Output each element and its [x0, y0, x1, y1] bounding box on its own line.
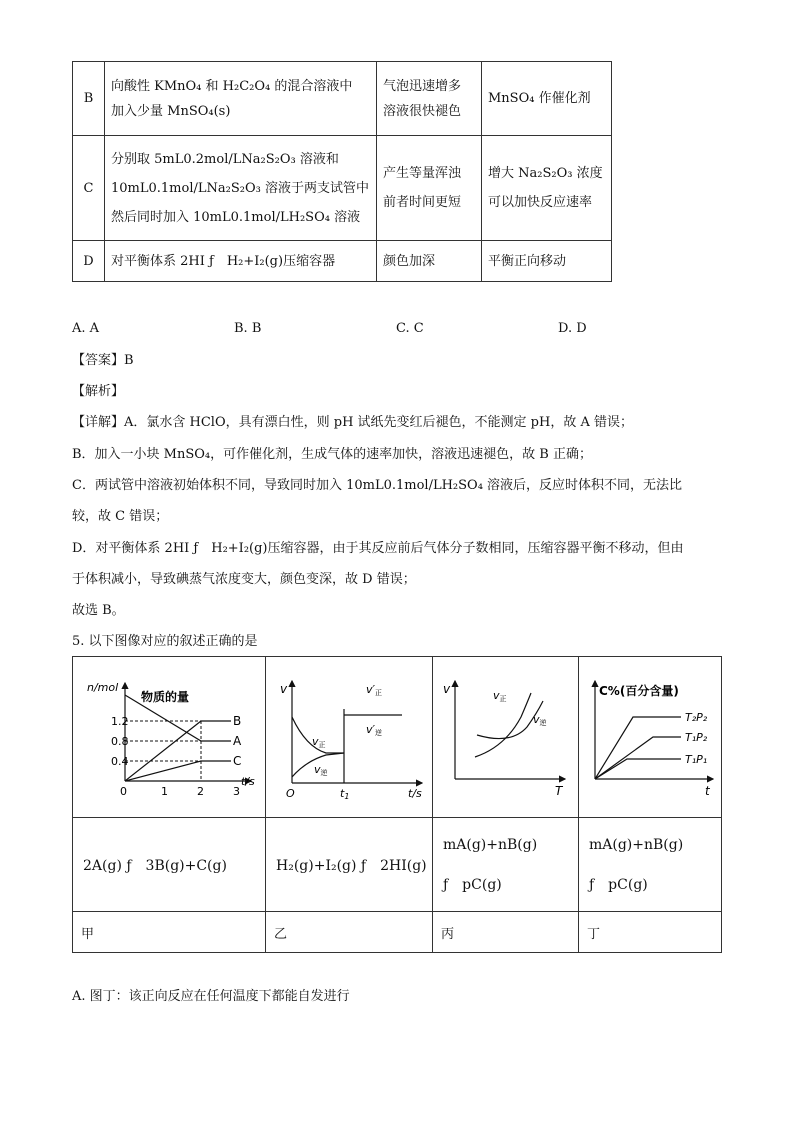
equation-line: ƒ pC(g)	[589, 876, 648, 893]
phenomenon-cell	[377, 136, 482, 241]
y-axis-label: n/mol	[87, 681, 119, 694]
conclusion-cell	[482, 62, 612, 136]
y-axis-label: v	[280, 682, 288, 696]
equation-cell	[266, 818, 433, 912]
row-label: D	[73, 241, 105, 282]
curve-label: T₂P₂	[685, 711, 708, 724]
conclusion-cell	[482, 136, 612, 241]
option-a: A. A	[72, 321, 100, 336]
tick-label: 2	[197, 785, 204, 798]
graph-cell-4	[579, 657, 722, 818]
curve-b	[125, 721, 231, 781]
conclusion-cell: 平衡正向移动	[482, 241, 612, 282]
cell-line: 向酸性 KMnO₄ 和 H₂C₂O₄ 的混合溶液中	[111, 78, 353, 94]
equation-cell	[73, 818, 266, 912]
forward-prime-label: v′正	[366, 683, 383, 697]
forward-rate-label: v正	[493, 689, 507, 703]
explanation-line: 于体积减小，导致碘蒸气浓度变大，颜色变深，故 D 错误；	[72, 572, 416, 587]
reverse-prime-label: v′逆	[366, 723, 383, 737]
option-c: C. C	[396, 321, 424, 336]
explanation-line: B．加入一小块 MnSO₄，可作催化剂，生成气体的速率加快，溶液迅速褪色，故 B 正确；	[72, 447, 592, 462]
graph-cell-3	[433, 657, 579, 818]
analysis-heading: 【解析】	[72, 384, 125, 399]
tick-label: 3	[233, 785, 240, 798]
graph-name: 丁	[579, 912, 722, 953]
cell-line: 溶液很快褪色	[383, 103, 462, 119]
graph-name: 甲	[73, 912, 266, 953]
forward-rate-label: v正	[312, 735, 326, 749]
x-axis-label: t	[705, 784, 710, 798]
graph-amount-vs-time	[73, 657, 265, 813]
option-a-text: A. 图丁：该正向反应在任何温度下都能自发进行	[72, 989, 350, 1004]
cell-line: 加入少量 MnSO₄(s)	[111, 103, 231, 119]
curve-label: C	[233, 754, 242, 768]
cell-line: 增大 Na₂S₂O₃ 浓度	[488, 166, 603, 181]
equation: H₂(g)+I₂(g) ƒ 2HI(g)	[276, 857, 427, 874]
equation-cell	[433, 818, 579, 912]
explanation-line: 较，故 C 错误；	[72, 509, 169, 524]
explanation-line: 【详解】A．氯水含 HClO，具有漂白性，则 pH 试纸先变红后褪色，不能测定 pH，故 A 错误；	[72, 415, 633, 430]
graph-row	[73, 657, 722, 818]
operation-cell	[105, 62, 377, 136]
experiment-table	[72, 61, 612, 282]
graph-rate-vs-temperature	[433, 657, 578, 813]
name-row	[73, 912, 722, 953]
tick-label: 0.4	[111, 755, 129, 768]
phenomenon-cell: 颜色加深	[377, 241, 482, 282]
answer: 【答案】B	[72, 353, 134, 368]
y-axis-label: C%(百分含量)	[599, 684, 679, 698]
reverse-rate-label: v逆	[314, 763, 328, 777]
graph-title: 物质的量	[141, 690, 190, 704]
operation-cell	[105, 136, 377, 241]
t1-label: t1	[340, 787, 350, 801]
curve-c	[125, 761, 231, 781]
explanation-line: 故选 B。	[72, 603, 125, 618]
x-axis-label: t/s	[408, 787, 422, 800]
table-row	[73, 241, 612, 282]
option-b: B. B	[234, 321, 262, 336]
equation: 2A(g) ƒ 3B(g)+C(g)	[83, 857, 227, 874]
table-row	[73, 136, 612, 241]
curve-label: A	[233, 734, 242, 748]
origin-label: O	[286, 787, 295, 800]
equation-line: mA(g)+nB(g)	[443, 836, 538, 853]
row-label: B	[73, 62, 105, 136]
curve-label: B	[233, 714, 242, 728]
reverse-rate-label: v逆	[533, 713, 547, 727]
cell-line: 产生等量浑浊	[383, 166, 462, 181]
graph-cell-2	[266, 657, 433, 818]
cell-line: 10mL0.1mol/LNa₂S₂O₃ 溶液于两支试管中	[111, 180, 369, 196]
x-axis-label: t/s	[241, 775, 255, 788]
equation-row	[73, 818, 722, 912]
graph-table	[72, 656, 722, 953]
equation-cell	[579, 818, 722, 912]
graph-rate-vs-time	[266, 657, 432, 813]
y-axis-label: v	[443, 682, 451, 696]
operation-cell: 对平衡体系 2HI ƒ H₂+I₂(g)压缩容器	[105, 241, 377, 282]
cell-line: 气泡迅速增多	[383, 78, 462, 94]
cell-line: MnSO₄ 作催化剂	[488, 91, 591, 106]
table-row	[73, 62, 612, 136]
cell-line: 然后同时加入 10mL0.1mol/LH₂SO₄ 溶液	[111, 209, 361, 225]
tick-label: 1	[161, 785, 168, 798]
row-label: C	[73, 136, 105, 241]
tick-label: 0.8	[111, 735, 129, 748]
graph-cell-1	[73, 657, 266, 818]
graph-name: 丙	[433, 912, 579, 953]
explanation-line: D．对平衡体系 2HI ƒ H₂+I₂(g)压缩容器，由于其反应前后气体分子数相同，压缩容器平衡不移动，但由	[72, 541, 684, 556]
cell-line: 分别取 5mL0.2mol/LNa₂S₂O₃ 溶液和	[111, 151, 339, 167]
equation-line: ƒ pC(g)	[443, 876, 502, 893]
phenomenon-cell	[377, 62, 482, 136]
tick-label: 1.2	[111, 715, 129, 728]
curve-label: T₁P₂	[685, 731, 708, 744]
cell-line: 可以加快反应速率	[488, 195, 593, 210]
option-d: D. D	[558, 321, 587, 336]
x-axis-label: T	[555, 784, 563, 798]
curve-label: T₁P₁	[685, 753, 708, 766]
tick-label: 0	[120, 785, 127, 798]
equation-line: mA(g)+nB(g)	[589, 836, 684, 853]
graph-percent-vs-time	[579, 657, 721, 813]
explanation-line: C．两试管中溶液初始体积不同，导致同时加入 10mL0.1mol/LH₂SO₄ 溶液后，反应时体积不同，无法比	[72, 478, 683, 493]
graph-name: 乙	[266, 912, 433, 953]
question-5: 5. 以下图像对应的叙述正确的是	[72, 634, 258, 649]
cell-line: 前者时间更短	[383, 195, 462, 210]
